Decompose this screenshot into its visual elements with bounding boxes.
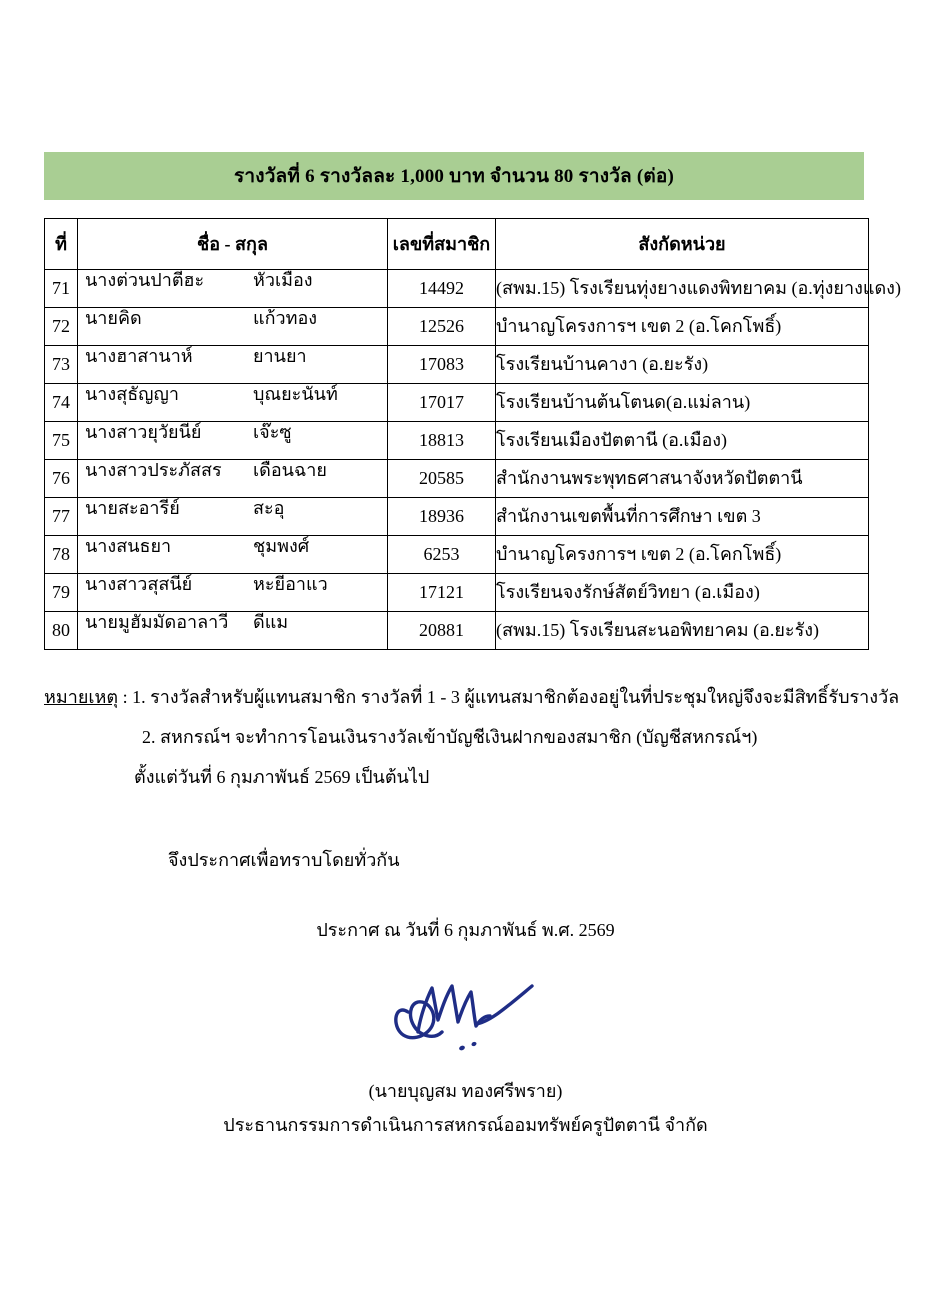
first-name: นายคิด xyxy=(85,308,142,328)
prize-banner xyxy=(44,152,864,200)
cell-unit: (สพม.15) โรงเรียนสะนอพิทยาคม (อ.ยะรัง) xyxy=(496,612,869,650)
note-text-2: 2. สหกรณ์ฯ จะทำการโอนเงินรางวัลเข้าบัญชีเงินฝากของสมาชิก (บัญชีสหกรณ์ฯ) xyxy=(142,727,758,747)
cell-member-id: 20881 xyxy=(388,612,496,650)
cell-member-id: 18813 xyxy=(388,422,496,460)
announcement-closing: จึงประกาศเพื่อทราบโดยทั่วกัน xyxy=(168,850,400,870)
first-name: นายมูฮัมมัดอาลาวี xyxy=(85,612,229,632)
table-row xyxy=(45,498,869,536)
cell-member-id: 12526 xyxy=(388,308,496,346)
name-cell xyxy=(78,536,387,573)
table-row xyxy=(45,612,869,650)
name-cell xyxy=(78,460,387,497)
cell-no: 77 xyxy=(45,498,78,536)
table-body xyxy=(45,270,901,650)
table-row xyxy=(45,346,869,384)
cell-no: 75 xyxy=(45,422,78,460)
cell-unit: โรงเรียนบ้านต้นโตนด(อ.แม่ลาน) xyxy=(496,384,869,422)
cell-name xyxy=(78,384,388,422)
last-name: สะอุ xyxy=(253,498,285,518)
cell-name xyxy=(78,612,388,650)
cell-unit: บำนาญโครงการฯ เขต 2 (อ.โคกโพธิ์) xyxy=(496,536,869,574)
name-cell xyxy=(78,612,387,649)
signer-name: (นายบุญสม ทองศรีพราย) xyxy=(368,1081,563,1101)
cell-member-id: 17121 xyxy=(388,574,496,612)
table-row xyxy=(45,422,869,460)
cell-no: 78 xyxy=(45,536,78,574)
first-name: นางต่วนปาตีฮะ xyxy=(85,270,205,290)
note-line-3 xyxy=(44,768,904,786)
cell-name xyxy=(78,308,388,346)
last-name: ชุมพงศ์ xyxy=(253,536,310,556)
note-line-2 xyxy=(44,728,904,746)
name-cell xyxy=(78,270,387,307)
note-line-1 xyxy=(44,688,904,706)
name-cell xyxy=(78,422,387,459)
name-cell xyxy=(78,384,387,421)
header-member-id: เลขที่สมาชิก xyxy=(388,219,496,270)
first-name: นางสุธัญญา xyxy=(85,384,179,404)
last-name: แก้วทอง xyxy=(253,308,318,328)
table-row xyxy=(45,384,869,422)
cell-unit: โรงเรียนบ้านคางา (อ.ยะรัง) xyxy=(496,346,869,384)
cell-unit: สำนักงานเขตพื้นที่การศึกษา เขต 3 xyxy=(496,498,869,536)
cell-no: 76 xyxy=(45,460,78,498)
cell-unit: สำนักงานพระพุทธศาสนาจังหวัดปัตตานี xyxy=(496,460,869,498)
cell-no: 72 xyxy=(45,308,78,346)
cell-name xyxy=(78,498,388,536)
cell-member-id: 6253 xyxy=(388,536,496,574)
cell-name xyxy=(78,346,388,384)
prize-winners-table xyxy=(44,218,901,650)
cell-no: 80 xyxy=(45,612,78,650)
cell-member-id: 14492 xyxy=(388,270,496,308)
banner-title: รางวัลที่ 6 รางวัลละ 1,000 บาท จำนวน 80 รางวัล (ต่อ) xyxy=(233,165,675,187)
cell-unit: โรงเรียนจงรักษ์สัตย์วิทยา (อ.เมือง) xyxy=(496,574,869,612)
notes-label: หมายเหตุ xyxy=(44,687,119,707)
table-row xyxy=(45,460,869,498)
cell-no: 74 xyxy=(45,384,78,422)
table-header xyxy=(45,219,869,270)
signature-image xyxy=(356,960,576,1060)
first-name: นางสาวยุวัยนีย์ xyxy=(85,422,202,442)
notes-separator: : xyxy=(118,687,133,707)
cell-name xyxy=(78,422,388,460)
note-text-1: 1. รางวัลสำหรับผู้แทนสมาชิก รางวัลที่ 1 - 3 ผู้แทนสมาชิกต้องอยู่ในที่ประชุมใหญ่จึงจะมีสิทธิ์รับรางวัล xyxy=(132,687,900,707)
table-header-row xyxy=(45,219,869,270)
name-cell xyxy=(78,498,387,535)
cell-no: 73 xyxy=(45,346,78,384)
name-cell xyxy=(78,574,387,611)
cell-unit: บำนาญโครงการฯ เขต 2 (อ.โคกโพธิ์) xyxy=(496,308,869,346)
last-name: ยานยา xyxy=(253,346,307,366)
cell-name xyxy=(78,574,388,612)
last-name: เจ๊ะซู xyxy=(253,422,292,442)
last-name: ดีแม xyxy=(253,612,289,632)
name-cell xyxy=(78,308,387,345)
cell-unit: (สพม.15) โรงเรียนทุ่งยางแดงพิทยาคม (อ.ทุ่งยางแดง) xyxy=(496,270,869,308)
cell-member-id: 17017 xyxy=(388,384,496,422)
announcement-dateline: ประกาศ ณ วันที่ 6 กุมภาพันธ์ พ.ศ. 2569 xyxy=(316,920,615,940)
last-name: เดือนฉาย xyxy=(253,460,327,480)
first-name: นางสาวประภัสสร xyxy=(85,460,222,480)
table-row xyxy=(45,536,869,574)
cell-member-id: 18936 xyxy=(388,498,496,536)
last-name: หัวเมือง xyxy=(253,270,313,290)
table-row xyxy=(45,308,869,346)
cell-member-id: 17083 xyxy=(388,346,496,384)
header-name: ชื่อ - สกุล xyxy=(78,219,388,270)
cell-name xyxy=(78,460,388,498)
header-unit: สังกัดหน่วย xyxy=(496,219,869,270)
signer-title: ประธานกรรมการดำเนินการสหกรณ์ออมทรัพย์ครูปัตตานี จำกัด xyxy=(223,1115,708,1135)
first-name: นายสะอารีย์ xyxy=(85,498,180,518)
cell-name xyxy=(78,536,388,574)
first-name: นางสาวสุสนีย์ xyxy=(85,574,193,594)
last-name: บุณยะนันท์ xyxy=(253,384,338,404)
header-no: ที่ xyxy=(45,219,78,270)
cell-name xyxy=(78,270,388,308)
first-name: นางฮาสานาห์ xyxy=(85,346,193,366)
table-row xyxy=(45,574,869,612)
last-name: หะยีอาแว xyxy=(253,574,328,594)
note-text-3: ตั้งแต่วันที่ 6 กุมภาพันธ์ 2569 เป็นต้นไป xyxy=(134,767,430,787)
notes-section xyxy=(44,688,904,808)
signature-block xyxy=(0,960,931,1060)
table-row xyxy=(45,270,869,308)
cell-no: 71 xyxy=(45,270,78,308)
first-name: นางสนธยา xyxy=(85,536,172,556)
name-cell xyxy=(78,346,387,383)
cell-member-id: 20585 xyxy=(388,460,496,498)
cell-unit: โรงเรียนเมืองปัตตานี (อ.เมือง) xyxy=(496,422,869,460)
cell-no: 79 xyxy=(45,574,78,612)
